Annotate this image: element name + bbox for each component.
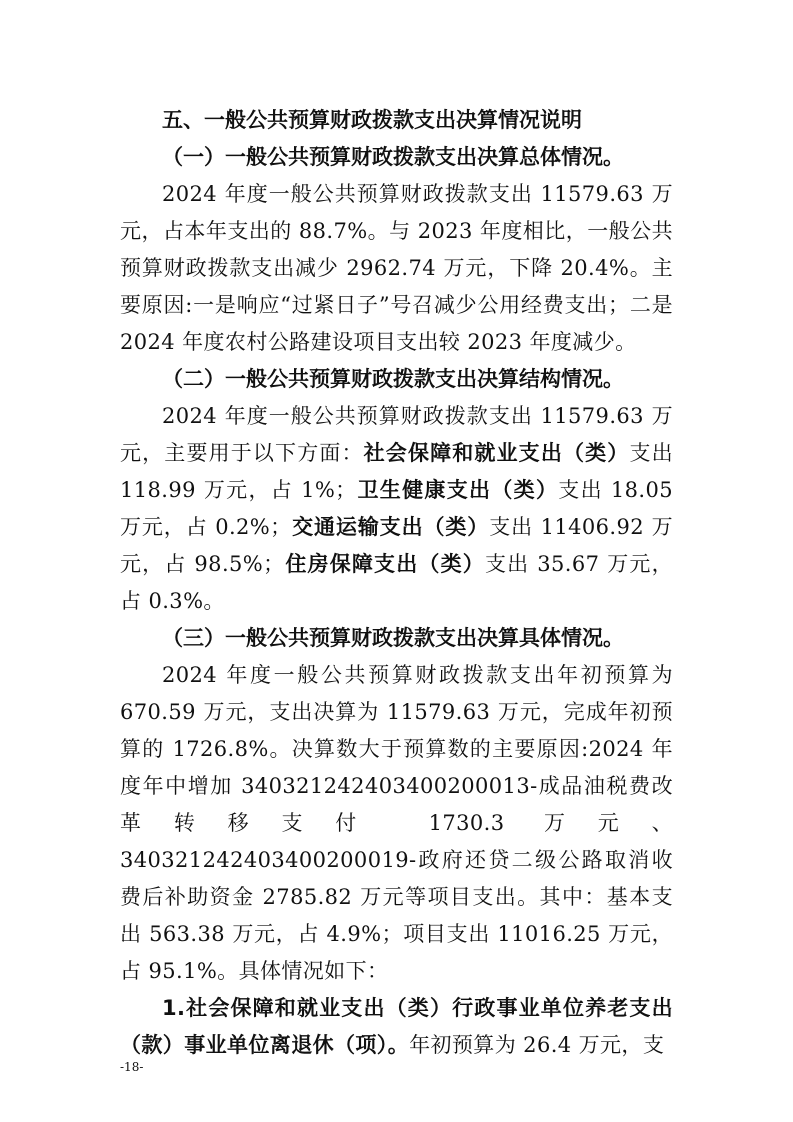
item-1-text: 年初预算为 26.4 万元，支 <box>409 1033 665 1057</box>
category-health-text: 支出 18.05 万元，占 0.2%； <box>120 478 673 539</box>
category-social-security: 社会保障和就业支出（类） <box>363 441 630 465</box>
category-transport: 交通运输支出（类） <box>291 515 490 539</box>
category-housing-text: 支出 35.67 万元，占 0.3%。 <box>120 552 673 613</box>
subsection-title-2: （二）一般公共预算财政拨款支出决算结构情况。 <box>162 367 624 391</box>
section-heading: 五、一般公共预算财政拨款支出决算情况说明 <box>162 108 582 132</box>
page-number: -18- <box>120 1060 144 1074</box>
paragraph-item-1 <box>120 990 673 1064</box>
subsection-title-3: （三）一般公共预算财政拨款支出决算具体情况。 <box>162 626 624 650</box>
paragraph-detail: 2024 年度一般公共预算财政拨款支出年初预算为 670.59 万元，支出决算为 11579.63 万元，完成年初预算的 1726.8%。决算数大于预算数的主要原因:2024 年度年中增加 340321242403400200013-成品油税费改革转移支付 1730.3 万元、340321242403400200019-政府还贷二级公路取消收费后补助资金 2785.82 万元等项目支出。其中：基本支出 563.38 万元，占 4.9%；项目支出 11016.25 万元，占 95.1%。具体情况如下： <box>120 663 673 983</box>
paragraph-structure <box>120 398 673 620</box>
structure-intro: 2024 年度一般公共预算财政拨款支出 11579.63 万元，主要用于以下方面： <box>120 404 673 465</box>
item-1-label: 1.社会保障和就业支出（类）行政事业单位养老支出（款）事业单位离退休（项）。 <box>120 996 673 1057</box>
category-housing: 住房保障支出（类） <box>284 552 485 576</box>
paragraph-overall: 2024 年度一般公共预算财政拨款支出 11579.63 万元，占本年支出的 88.7%。与 2023 年度相比，一般公共预算财政拨款支出减少 2962.74 万元，下降 20.4%。主要原因:一是响应“过紧日子”号召减少公用经费支出；二是 2024 年度农村公路建设项目支出较 2023 年度减少。 <box>120 182 673 354</box>
category-transport-text: 支出 11406.92 万元，占 98.5%； <box>120 515 673 576</box>
category-health: 卫生健康支出（类） <box>356 478 559 502</box>
subsection-title-1: （一）一般公共预算财政拨款支出决算总体情况。 <box>162 145 624 169</box>
category-social-security-text: 支出 118.99 万元，占 1%； <box>120 441 673 502</box>
